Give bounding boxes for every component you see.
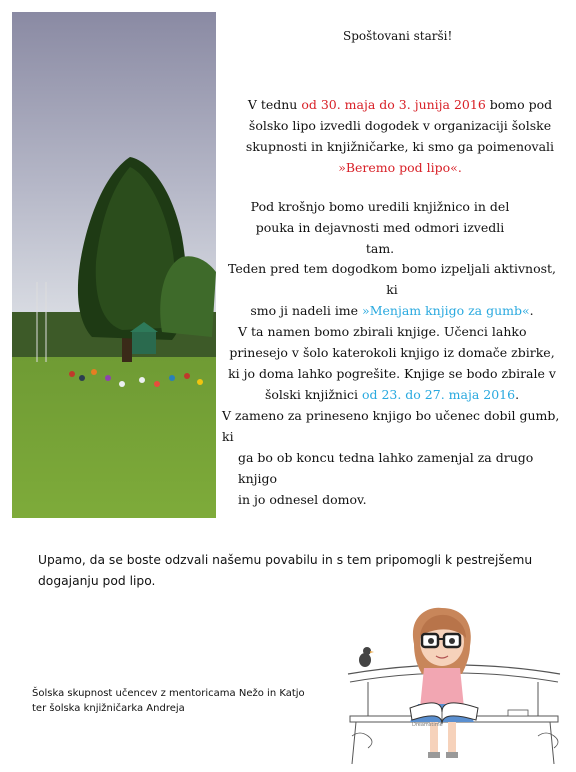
para1-text-b: bomo pod šolsko lipo izvedli dogodek v organizaciji šolske skupnosti in knjižničarke, ki smo ga poimenovali bbox=[245, 97, 555, 154]
paragraph-library: Pod krošnjo bomo uredili knjižnico in del pouka in dejavnosti med odmori izvedli tam. bbox=[250, 199, 510, 256]
event-name: »Beremo pod lipo«. bbox=[338, 160, 462, 175]
signature bbox=[32, 686, 352, 716]
p3-line1: Teden pred tem dogodkom bomo izpeljali aktivnost, ki bbox=[227, 261, 557, 297]
collection-dates: od 23. do 27. maja 2016 bbox=[361, 387, 516, 402]
p3-line6 bbox=[222, 384, 562, 405]
closing-paragraph: Upamo, da se boste odzvali našemu povabilu in s tem pripomogli k pestrejšemu dogajanju pod lipo. bbox=[38, 553, 533, 588]
linden-tree-photo bbox=[12, 12, 216, 518]
p3-line7: V zameno za prineseno knjigo bo učenec dobil gumb, ki bbox=[222, 408, 560, 444]
signature-line1: Šolska skupnost učencev z mentoricama Nežo in Katjo bbox=[32, 688, 305, 699]
p3-line5: ki jo doma lahko pogrešite. Knjige se bodo zbirale v bbox=[228, 366, 556, 381]
p3-line3: V ta namen bomo zbirali knjige. Učenci lahko bbox=[238, 324, 527, 339]
p3-line4: prinesejo v šolo katerokoli knjigo iz domače zbirke, bbox=[229, 345, 555, 360]
illustration-caption: Dreamstime bbox=[412, 722, 443, 728]
p3-line9: in jo odnesel domov. bbox=[238, 492, 367, 507]
signature-line2: ter šolska knjižničarka Andreja bbox=[32, 703, 185, 714]
p3-line6-a: šolski knjižnici bbox=[264, 387, 362, 402]
girl-reading-illustration bbox=[338, 596, 568, 768]
p3-line2-b: . bbox=[529, 303, 534, 318]
greeting: Spoštovani starši! bbox=[343, 29, 453, 43]
event-dates: od 30. maja do 3. junija 2016 bbox=[301, 97, 486, 112]
paragraph-book-exchange bbox=[222, 258, 562, 510]
para1-text-a: V tednu bbox=[247, 97, 302, 112]
p3-line6-b: . bbox=[515, 387, 520, 402]
p3-line8: ga bo ob koncu tedna lahko zamenjal za drugo knjigo bbox=[238, 450, 534, 486]
p3-line2-a: smo ji nadeli ime bbox=[250, 303, 363, 318]
activity-name: »Menjam knjigo za gumb« bbox=[362, 303, 530, 318]
paragraph-event-dates bbox=[240, 94, 560, 178]
p3-line2 bbox=[222, 300, 562, 321]
